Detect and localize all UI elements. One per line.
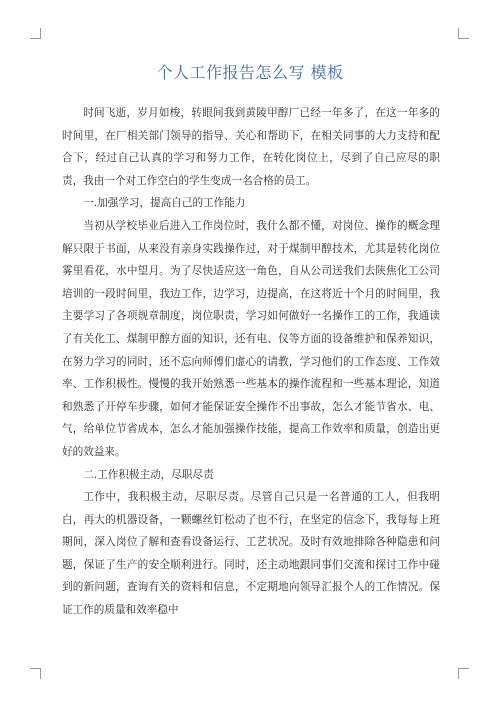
paragraph-intro: 时间飞逝，岁月如梭，转眼间我到黄陵甲醇厂已经一年多了，在这一年多的时间里，在厂相关部门领导的指导、关心和帮助下，在相关同事的大力支持和配合下，经过自己认真的学习和努力工作，在转化岗位上，尽到了自己应尽的职责，我由一个对工作空白的学生变成一名合格的员工。	[62, 107, 440, 187]
crop-mark-bottom-left	[30, 668, 41, 679]
crop-mark-top-left	[30, 28, 41, 39]
crop-mark-bottom-right	[458, 668, 469, 679]
paragraph-section-1: 当初从学校毕业后进入工作岗位时，我什么都不懂，对岗位、操作的概念理解只限于书面，从来没有亲身实践操作过，对于煤制甲醇技术，尤其是转化岗位雾里看花，水中望月。为了尽快适应这一角色，自从公司送我们去陕焦化工公司培训的一段时间里，我边工作，边学习，边提高，在这将近十个月的时间里，我主要学习了各项规章制度，岗位职责，学习如何做好一名操作工的工作，我通读了有关化工、煤制甲醇方面的知识，还有电、仪等方面的设备维护和保养知识，在努力学习的同时，还不忘向师傅们虚心的请教，学习他们的工作态度、工作效率、工作积极性。慢慢的我开始熟悉一些基本的操作流程和一些基本理论，知道和熟悉了开停车步骤，如何才能保证安全操作不出事故，怎么才能节省水、电、气，给单位节省成本，怎么才能加强操作技能，提高工作效率和质量，创造出更好的效益来。	[62, 219, 440, 458]
document-body	[62, 102, 440, 622]
paragraph-section-2: 工作中，我积极主动，尽职尽责。尽管自己只是一名普通的工人，但我明白，再大的机器设备，一颗螺丝钉松动了也不行，在坚定的信念下，我每每上班期间，深入岗位了解和查看设备运行、工艺状况。及时有效地排除各种隐患和问题，保证了生产的安全顺利进行。同时，还主动地跟同事们交流和探讨工作中碰到的新问题，查询有关的资料和信息，不定期地向领导汇报个人的工作情况。保证工作的质量和效率稳中	[62, 491, 440, 617]
document-title: 个人工作报告怎么写 模板	[156, 63, 344, 82]
section-heading-2: 二.工作积极主动，尽职尽责	[83, 468, 214, 481]
section-heading-1: 一.加强学习，提高自己的工作能力	[83, 197, 246, 210]
crop-mark-top-right	[458, 28, 469, 39]
